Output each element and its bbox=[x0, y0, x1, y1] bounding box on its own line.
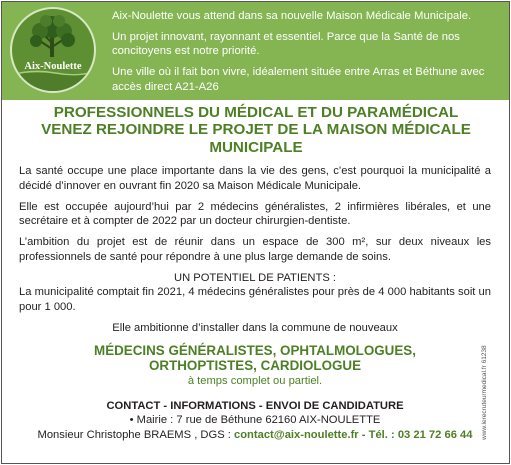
logo-name: Aix-Noulette bbox=[24, 61, 82, 72]
contact-person: Monsieur Christophe BRAEMS , DGS : bbox=[37, 429, 234, 442]
specialties-line-2: ORTHOPTISTES, CARDIOLOGUE bbox=[148, 358, 362, 374]
tree-icon bbox=[12, 9, 96, 93]
side-credit: www.lerecruteurmedical.fr 61238 bbox=[481, 345, 488, 440]
body-paragraph-3: L’ambition du projet est de réunir dans un espace de 300 m², sur deux niveaux les professionnels de santé pour répondre à une plus large demande de soins. bbox=[19, 236, 491, 263]
intro-paragraph-2: Un projet innovant, rayonnant et essentiel. Parce que la Santé de nos concitoyens est notre priorité. bbox=[112, 30, 460, 58]
ambition-text: Elle ambitionne d’installer dans la commune de nouveaux bbox=[112, 322, 398, 335]
headline-line-2: VENEZ REJOINDRE LE PROJET DE LA MAISON MÉDICALE bbox=[41, 121, 471, 139]
body-paragraph-2: Elle est occupée aujourd’hui par 2 médecins généralistes, 2 infirmières libérales, et une secrétaire et à compter de 2022 par un docteur chirurgien-dentiste. bbox=[19, 200, 491, 228]
potential-text: La municipalité comptait fin 2021, 4 médecins généralistes pour près de 4 000 habitants soit un pour 1 000. bbox=[19, 286, 491, 314]
intro-text bbox=[112, 9, 500, 100]
body-paragraph-1: La santé occupe une place importante dans la vie des gens, c’est pourquoi la municipalité a décidé d’innover en ouvrant fin 2020 sa Maison Médicale Municipale. bbox=[19, 165, 491, 192]
headline bbox=[10, 104, 502, 156]
body-text bbox=[19, 164, 491, 443]
intro-paragraph-3: Une ville où il fait bon vivre, idéalement située entre Arras et Béthune avec accès direct A21-A26 bbox=[112, 66, 485, 93]
contact-title: CONTACT - INFORMATIONS - ENVOI DE CANDIDATURE bbox=[106, 399, 404, 412]
headline-line-1: PROFESSIONNELS DU MÉDICAL ET DU PARAMÉDICAL bbox=[53, 104, 459, 121]
contact-line bbox=[19, 428, 491, 443]
specialties-list bbox=[19, 343, 491, 374]
specialties-line-1: MÉDECINS GÉNÉRALISTES, OPHTALMOLOGUES, bbox=[94, 342, 416, 358]
intro-paragraph-1: Aix-Noulette vous attend dans sa nouvelle Maison Médicale Municipale. bbox=[112, 10, 472, 22]
contact-address: • Mairie : 7 rue de Béthune 62160 AIX-NOULETTE bbox=[129, 414, 381, 427]
schedule-text: à temps complet ou partiel. bbox=[187, 374, 323, 387]
aix-noulette-logo bbox=[10, 7, 96, 93]
contact-email-phone[interactable]: contact@aix-noulette.fr - Tél. : 03 21 72 66 44 bbox=[234, 429, 473, 442]
headline-line-3: MUNICIPALE bbox=[209, 138, 303, 156]
potential-title: UN POTENTIEL DE PATIENTS : bbox=[173, 271, 337, 284]
